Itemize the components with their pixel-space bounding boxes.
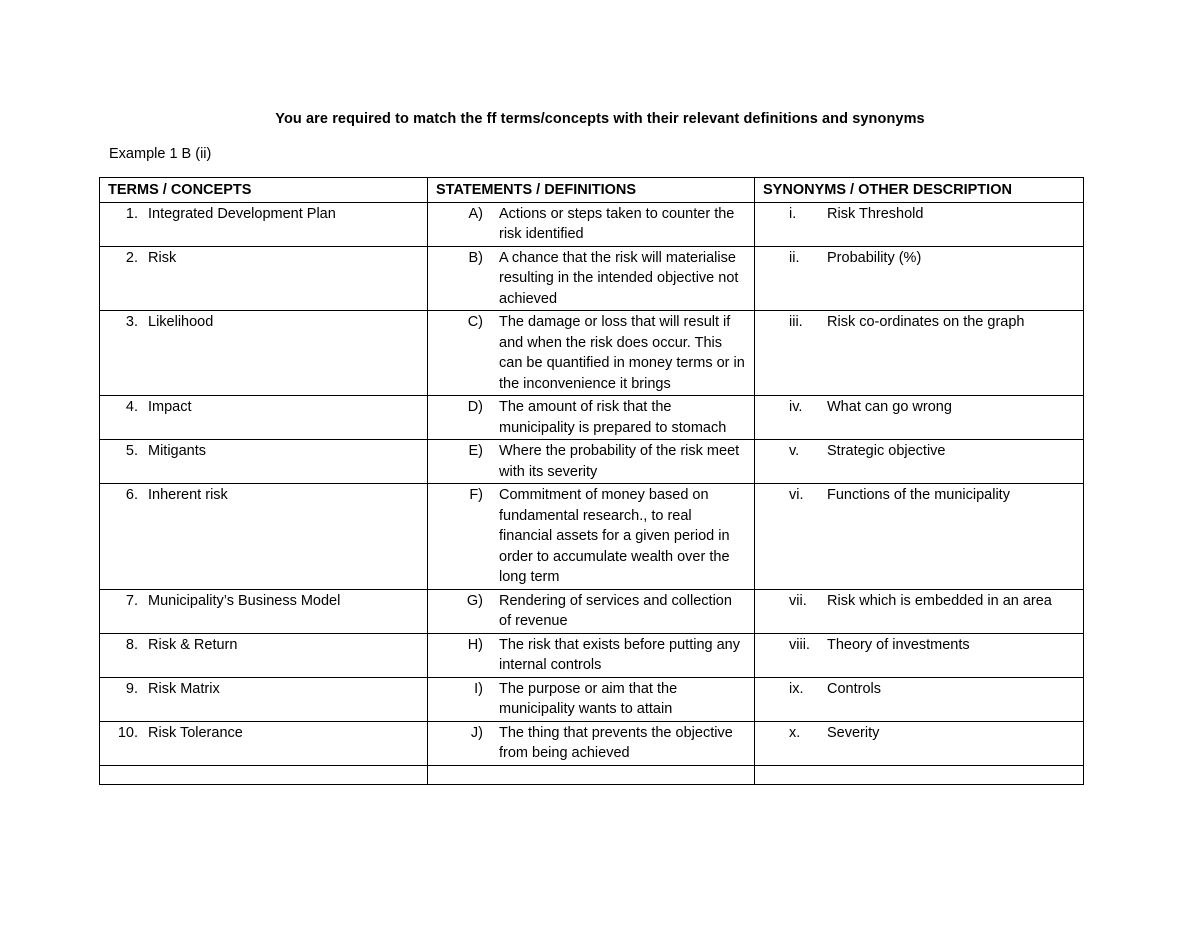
definition-letter: H) bbox=[467, 636, 483, 653]
term-number: 10. bbox=[117, 724, 138, 741]
table-row bbox=[100, 246, 1084, 311]
table-header-row bbox=[100, 178, 1084, 203]
synonym-cell bbox=[755, 440, 1084, 484]
definition-cell bbox=[428, 396, 755, 440]
synonym-cell bbox=[755, 246, 1084, 311]
header-terms: TERMS / CONCEPTS bbox=[100, 178, 428, 203]
definition-text: A chance that the risk will materialise resulting in the intended objective not achieved bbox=[499, 249, 739, 307]
term-cell bbox=[100, 589, 428, 633]
term-number: 4. bbox=[125, 399, 138, 415]
synonym-text: Theory of investments bbox=[827, 636, 970, 653]
table-row bbox=[100, 633, 1084, 677]
synonym-numeral: vi. bbox=[789, 487, 804, 503]
definition-cell bbox=[428, 721, 755, 765]
definition-text: The purpose or aim that the municipality wants to attain bbox=[499, 680, 678, 717]
term-cell bbox=[100, 311, 428, 396]
term-cell bbox=[100, 633, 428, 677]
definition-cell bbox=[428, 202, 755, 246]
matching-table bbox=[99, 177, 1084, 785]
table-body bbox=[100, 202, 1084, 784]
definition-cell bbox=[428, 633, 755, 677]
definition-text: Rendering of services and collection of revenue bbox=[499, 592, 732, 629]
synonym-cell bbox=[755, 633, 1084, 677]
synonym-text: Risk Threshold bbox=[827, 205, 924, 222]
synonym-numeral: i. bbox=[789, 205, 797, 222]
empty-cell bbox=[100, 765, 428, 784]
synonym-cell bbox=[755, 589, 1084, 633]
term-text: Risk & Return bbox=[148, 636, 238, 653]
term-cell bbox=[100, 484, 428, 590]
definition-text: The amount of risk that the municipality is prepared to stomach bbox=[499, 399, 727, 436]
term-number: 1. bbox=[125, 205, 138, 222]
table-row bbox=[100, 721, 1084, 765]
table-row bbox=[100, 677, 1084, 721]
page-title: You are required to match the ff terms/concepts with their relevant definitions and synonyms bbox=[275, 111, 925, 127]
table-row bbox=[100, 440, 1084, 484]
table-row bbox=[100, 484, 1084, 590]
definition-letter: J) bbox=[470, 724, 483, 741]
term-number: 3. bbox=[125, 314, 138, 330]
synonym-text: Strategic objective bbox=[827, 443, 946, 459]
definition-letter: I) bbox=[474, 680, 483, 697]
definition-letter: B) bbox=[468, 249, 483, 266]
table-row bbox=[100, 396, 1084, 440]
synonym-cell bbox=[755, 721, 1084, 765]
definition-letter: C) bbox=[467, 314, 483, 330]
term-number: 9. bbox=[125, 680, 138, 697]
empty-table-row bbox=[100, 765, 1084, 784]
table-row bbox=[100, 202, 1084, 246]
definition-text: The damage or loss that will result if and when the risk does occur. This can be quantified in money terms or in the inconvenience it brings bbox=[499, 314, 745, 392]
synonym-text: Risk which is embedded in an area bbox=[827, 592, 1052, 609]
table-row bbox=[100, 589, 1084, 633]
definition-cell bbox=[428, 589, 755, 633]
term-text: Risk Tolerance bbox=[148, 724, 243, 741]
synonym-text: Controls bbox=[827, 680, 881, 697]
term-cell bbox=[100, 202, 428, 246]
definition-cell bbox=[428, 677, 755, 721]
term-text: Impact bbox=[148, 399, 192, 415]
definition-text: The risk that exists before putting any internal controls bbox=[499, 636, 740, 673]
term-number: 2. bbox=[125, 249, 138, 266]
synonym-numeral: ix. bbox=[789, 680, 804, 697]
term-text: Municipality’s Business Model bbox=[148, 592, 341, 609]
synonym-text: Probability (%) bbox=[827, 249, 922, 266]
synonym-numeral: viii. bbox=[789, 636, 810, 653]
definition-cell bbox=[428, 246, 755, 311]
synonym-numeral: vii. bbox=[789, 592, 807, 609]
definition-cell bbox=[428, 311, 755, 396]
synonym-cell bbox=[755, 677, 1084, 721]
synonym-cell bbox=[755, 396, 1084, 440]
synonym-text: What can go wrong bbox=[827, 399, 952, 415]
term-text: Inherent risk bbox=[148, 487, 228, 503]
table-row bbox=[100, 311, 1084, 396]
empty-cell bbox=[755, 765, 1084, 784]
synonym-cell bbox=[755, 202, 1084, 246]
term-number: 6. bbox=[125, 487, 138, 503]
synonym-text: Risk co-ordinates on the graph bbox=[827, 314, 1025, 330]
term-cell bbox=[100, 721, 428, 765]
term-number: 7. bbox=[125, 592, 138, 609]
term-number: 8. bbox=[125, 636, 138, 653]
synonym-numeral: iii. bbox=[789, 314, 803, 330]
term-number: 5. bbox=[125, 443, 138, 459]
synonym-numeral: v. bbox=[789, 443, 800, 459]
definition-letter: F) bbox=[469, 487, 483, 503]
term-cell bbox=[100, 677, 428, 721]
term-text: Likelihood bbox=[148, 314, 214, 330]
synonym-text: Functions of the municipality bbox=[827, 487, 1010, 503]
synonym-cell bbox=[755, 311, 1084, 396]
term-text: Risk bbox=[148, 249, 177, 266]
definition-letter: E) bbox=[468, 443, 483, 459]
definition-text: Actions or steps taken to counter the risk identified bbox=[499, 205, 735, 242]
definition-cell bbox=[428, 484, 755, 590]
synonym-text: Severity bbox=[827, 724, 880, 741]
synonym-numeral: x. bbox=[789, 724, 801, 741]
definition-letter: G) bbox=[466, 592, 483, 609]
definition-text: The thing that prevents the objective from being achieved bbox=[499, 724, 733, 761]
header-statements: STATEMENTS / DEFINITIONS bbox=[428, 178, 755, 203]
synonym-numeral: ii. bbox=[789, 249, 800, 266]
term-cell bbox=[100, 396, 428, 440]
definition-text: Where the probability of the risk meet with its severity bbox=[499, 443, 740, 480]
empty-cell bbox=[428, 765, 755, 784]
definition-cell bbox=[428, 440, 755, 484]
term-text: Integrated Development Plan bbox=[148, 205, 336, 222]
definition-letter: D) bbox=[467, 399, 483, 415]
term-cell bbox=[100, 246, 428, 311]
synonym-numeral: iv. bbox=[789, 399, 803, 415]
definition-text: Commitment of money based on fundamental research., to real financial assets for a given period in order to accumulate wealth over the long term bbox=[499, 487, 730, 585]
synonym-cell bbox=[755, 484, 1084, 590]
example-note: Example 1 B (ii) bbox=[109, 146, 212, 162]
definition-letter: A) bbox=[468, 205, 483, 222]
term-cell bbox=[100, 440, 428, 484]
header-synonyms: SYNONYMS / OTHER DESCRIPTION bbox=[755, 178, 1084, 203]
term-text: Risk Matrix bbox=[148, 680, 220, 697]
term-text: Mitigants bbox=[148, 443, 207, 459]
